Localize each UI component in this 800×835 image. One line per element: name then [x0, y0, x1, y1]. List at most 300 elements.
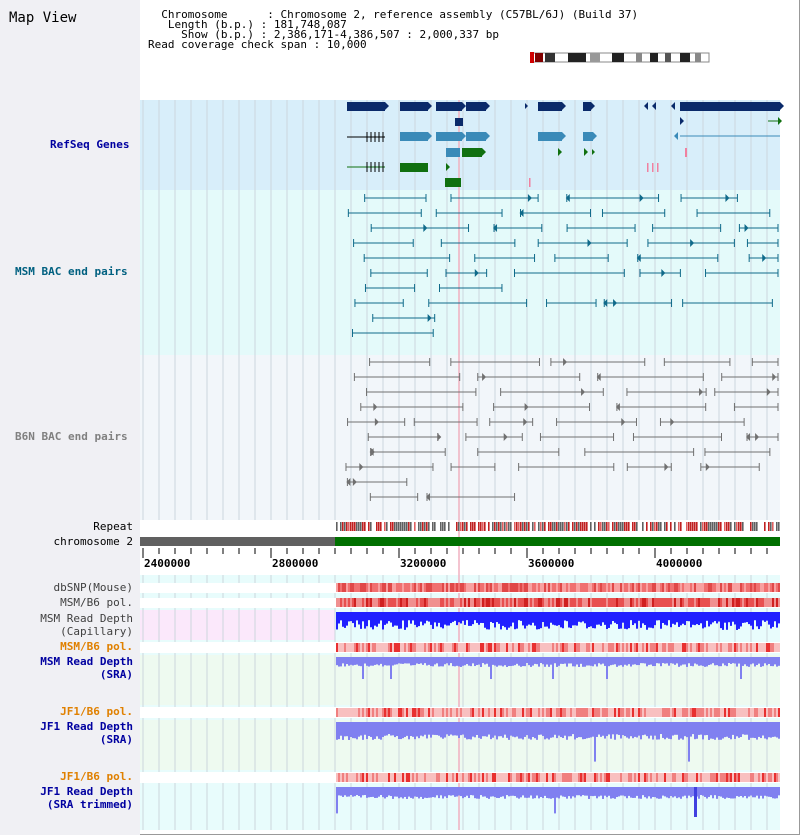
- heat-cell: [560, 583, 562, 592]
- heat-cell: [486, 643, 488, 652]
- depth-bar: [672, 612, 674, 624]
- heat-cell: [602, 773, 604, 782]
- depth-bar: [392, 787, 394, 799]
- heat-cell: [376, 643, 378, 652]
- depth-bar: [526, 787, 528, 798]
- heat-cell: [608, 708, 610, 717]
- depth-bar: [552, 787, 554, 798]
- heat-cell: [614, 643, 616, 652]
- heat-cell: [622, 773, 624, 782]
- repeat-mark: [500, 522, 502, 531]
- heat-cell: [628, 643, 630, 652]
- heat-cell: [690, 708, 692, 717]
- depth-bar: [430, 722, 432, 738]
- heat-cell: [480, 643, 482, 652]
- repeat-mark: [712, 522, 714, 531]
- heat-cell: [540, 583, 542, 592]
- heat-cell: [614, 708, 616, 717]
- repeat-mark: [352, 522, 354, 531]
- heat-cell: [510, 773, 512, 782]
- heat-cell: [522, 773, 524, 782]
- heat-cell: [450, 773, 452, 782]
- repeat-mark: [458, 522, 460, 531]
- depth-bar: [392, 612, 394, 627]
- depth-bar: [552, 612, 554, 625]
- heat-cell: [380, 583, 382, 592]
- heat-cell: [582, 598, 584, 607]
- heat-cell: [462, 583, 464, 592]
- ideogram-band: [695, 53, 701, 62]
- heat-cell: [466, 598, 468, 607]
- depth-bar: [712, 722, 714, 739]
- gene-block: [583, 132, 593, 141]
- depth-bar: [612, 612, 614, 621]
- heat-cell: [434, 773, 436, 782]
- depth-bar: [364, 787, 366, 795]
- repeat-mark: [730, 522, 732, 531]
- heat-cell: [624, 643, 626, 652]
- heat-cell: [444, 708, 446, 717]
- heat-cell: [564, 773, 566, 782]
- depth-bar: [470, 657, 472, 666]
- heat-cell: [572, 643, 574, 652]
- depth-bar: [652, 657, 654, 666]
- heat-cell: [728, 643, 730, 652]
- heat-cell: [504, 583, 506, 592]
- depth-bar: [382, 722, 384, 737]
- heat-cell: [674, 643, 676, 652]
- repeat-mark: [498, 522, 500, 531]
- repeat-mark: [448, 522, 450, 531]
- depth-bar: [710, 612, 712, 624]
- heat-cell: [632, 583, 634, 592]
- depth-bar: [610, 612, 612, 624]
- depth-bar: [522, 722, 524, 739]
- depth-bar: [558, 722, 560, 736]
- depth-bar: [346, 612, 348, 626]
- depth-bar: [634, 787, 636, 798]
- heat-cell: [384, 583, 386, 592]
- depth-bar: [436, 612, 438, 626]
- heat-cell: [776, 708, 778, 717]
- heat-cell: [778, 643, 780, 652]
- heat-cell: [662, 598, 664, 607]
- depth-bar: [604, 657, 606, 666]
- track-label-jf1-b6-pol-2[interactable]: JF1/B6 pol.: [60, 770, 133, 783]
- depth-bar: [410, 612, 412, 624]
- depth-bar: [346, 787, 348, 797]
- gene-block: [583, 102, 591, 111]
- depth-bar: [726, 722, 728, 737]
- heat-cell: [402, 773, 404, 782]
- repeat-mark: [580, 522, 582, 531]
- heat-cell: [732, 773, 734, 782]
- track-label-msm-bac[interactable]: MSM BAC end pairs: [15, 265, 128, 278]
- heat-cell: [378, 643, 380, 652]
- heat-cell: [542, 583, 544, 592]
- heat-cell: [394, 583, 396, 592]
- heat-cell: [398, 583, 400, 592]
- heat-cell: [564, 643, 566, 652]
- heat-cell: [474, 598, 476, 607]
- track-label-msm-b6-pol[interactable]: MSM/B6 pol.: [60, 596, 133, 609]
- heat-cell: [462, 643, 464, 652]
- depth-bar: [456, 722, 458, 736]
- depth-bar: [502, 657, 504, 666]
- heat-cell: [454, 643, 456, 652]
- heat-cell: [530, 583, 532, 592]
- gene-block: [538, 102, 562, 111]
- repeat-mark: [552, 522, 554, 531]
- depth-bar: [674, 722, 676, 735]
- heat-cell: [688, 643, 690, 652]
- depth-bar: [632, 612, 634, 625]
- heat-cell: [592, 773, 594, 782]
- repeat-mark: [464, 522, 466, 531]
- depth-bar: [438, 787, 440, 798]
- depth-bar: [678, 657, 680, 667]
- repeat-mark: [346, 522, 348, 531]
- depth-bar: [578, 787, 580, 795]
- heat-cell: [666, 643, 668, 652]
- depth-bar: [556, 612, 558, 626]
- depth-bar: [576, 657, 578, 664]
- depth-bar: [688, 612, 690, 621]
- repeat-mark: [696, 522, 698, 531]
- depth-bar: [522, 612, 524, 625]
- heat-cell: [526, 598, 528, 607]
- repeat-mark: [646, 522, 648, 531]
- depth-bar: [710, 787, 712, 795]
- heat-cell: [762, 708, 764, 717]
- depth-bar: [404, 787, 406, 797]
- depth-bar: [566, 612, 568, 621]
- track-label-jf1-depth-sra[interactable]: JF1 Read Depth: [40, 720, 133, 733]
- depth-bar: [692, 722, 694, 734]
- heat-cell: [776, 583, 778, 592]
- repeat-mark: [772, 522, 774, 531]
- depth-bar: [770, 612, 772, 628]
- axis-tick-label: 2800000: [272, 557, 319, 570]
- depth-bar: [686, 612, 688, 621]
- depth-bar: [352, 722, 354, 738]
- depth-bar: [722, 657, 724, 663]
- depth-bar: [490, 612, 492, 622]
- heat-cell: [470, 708, 472, 717]
- depth-bar: [622, 722, 624, 735]
- depth-bar: [444, 612, 446, 625]
- heat-cell: [732, 598, 734, 607]
- heat-cell: [586, 583, 588, 592]
- heat-cell: [468, 773, 470, 782]
- heat-cell: [670, 773, 672, 782]
- heat-cell: [588, 773, 590, 782]
- heat-cell: [566, 773, 568, 782]
- depth-bar: [636, 657, 638, 665]
- heat-cell: [720, 643, 722, 652]
- depth-bar: [648, 612, 650, 628]
- depth-bar: [728, 657, 730, 663]
- depth-bar: [714, 787, 716, 795]
- repeat-mark: [392, 522, 394, 531]
- depth-bar: [642, 612, 644, 623]
- heat-cell: [350, 643, 352, 652]
- heat-cell: [392, 708, 394, 717]
- heat-cell: [504, 708, 506, 717]
- heat-cell: [346, 583, 348, 592]
- depth-bar: [362, 722, 364, 740]
- heat-cell: [638, 773, 640, 782]
- repeat-mark: [460, 522, 462, 531]
- heat-cell: [540, 773, 542, 782]
- heat-cell: [572, 598, 574, 607]
- depth-bar: [680, 612, 682, 625]
- heat-cell: [412, 598, 414, 607]
- heat-cell: [554, 598, 556, 607]
- heat-cell: [352, 598, 354, 607]
- depth-bar: [476, 787, 478, 799]
- depth-bar: [680, 722, 682, 738]
- heat-cell: [748, 598, 750, 607]
- depth-bar: [554, 722, 556, 735]
- depth-bar: [532, 657, 534, 666]
- depth-bar: [470, 787, 472, 795]
- heat-cell: [764, 583, 766, 592]
- track-label-jf1-depth-trimmed[interactable]: JF1 Read Depth: [40, 785, 133, 798]
- heat-cell: [620, 643, 622, 652]
- track-label-jf1-b6-pol[interactable]: JF1/B6 pol.: [60, 705, 133, 718]
- repeat-mark: [664, 522, 666, 531]
- heat-cell: [492, 708, 494, 717]
- gene-block: [446, 148, 460, 157]
- depth-bar: [652, 612, 654, 628]
- heat-cell: [336, 598, 338, 607]
- heat-cell: [722, 643, 724, 652]
- depth-bar: [530, 722, 532, 740]
- heat-cell: [746, 773, 748, 782]
- repeat-mark: [568, 522, 570, 531]
- heat-cell: [672, 598, 674, 607]
- depth-bar: [564, 657, 566, 664]
- depth-bar: [668, 722, 670, 739]
- gene-block: [400, 132, 428, 141]
- depth-bar: [766, 787, 768, 796]
- depth-bar: [336, 722, 338, 740]
- heat-cell: [470, 583, 472, 592]
- heat-cell: [632, 598, 634, 607]
- repeat-mark: [734, 522, 736, 531]
- heat-cell: [588, 708, 590, 717]
- heat-cell: [508, 708, 510, 717]
- track-label-dbsnp[interactable]: dbSNP(Mouse): [53, 581, 133, 594]
- depth-bar: [440, 722, 442, 737]
- heat-cell: [452, 643, 454, 652]
- heat-cell: [628, 708, 630, 717]
- heat-cell: [532, 708, 534, 717]
- depth-bar: [598, 657, 600, 663]
- repeat-mark: [750, 522, 752, 531]
- repeat-mark: [724, 522, 726, 531]
- heat-cell: [504, 773, 506, 782]
- heat-cell: [512, 598, 514, 607]
- track-label-msm-depth-capillary[interactable]: MSM Read Depth: [40, 612, 133, 625]
- heat-cell: [666, 773, 668, 782]
- depth-bar: [478, 657, 480, 665]
- heat-cell: [462, 598, 464, 607]
- depth-bar: [540, 657, 542, 663]
- track-label-refseq-genes[interactable]: RefSeq Genes: [50, 138, 130, 151]
- depth-bar: [710, 657, 712, 664]
- heat-cell: [354, 773, 356, 782]
- heat-cell: [398, 708, 400, 717]
- depth-bar: [758, 787, 760, 799]
- depth-bar: [556, 657, 558, 667]
- depth-bar: [670, 612, 672, 627]
- heat-cell: [386, 708, 388, 717]
- depth-bar: [436, 787, 438, 795]
- heat-cell: [628, 773, 630, 782]
- repeat-mark: [426, 522, 428, 531]
- heat-cell: [444, 643, 446, 652]
- heat-cell: [674, 598, 676, 607]
- depth-bar: [420, 787, 422, 797]
- track-label-msm-b6-pol-2[interactable]: MSM/B6 pol.: [60, 640, 133, 653]
- heat-cell: [576, 583, 578, 592]
- heat-cell: [448, 598, 450, 607]
- gene-block: [436, 132, 462, 141]
- chromosome-label: Chromosome: [161, 8, 228, 21]
- depth-bar: [384, 722, 386, 736]
- depth-bar: [576, 612, 578, 626]
- heat-cell: [702, 598, 704, 607]
- heat-cell: [456, 583, 458, 592]
- depth-bar: [672, 657, 674, 664]
- depth-bar: [708, 787, 710, 797]
- depth-bar: [506, 787, 508, 795]
- depth-bar: [354, 722, 356, 738]
- heat-cell: [396, 643, 398, 652]
- heat-cell: [638, 643, 640, 652]
- heat-cell: [684, 773, 686, 782]
- heat-cell: [626, 708, 628, 717]
- heat-cell: [364, 583, 366, 592]
- heat-cell: [348, 598, 350, 607]
- depth-bar: [750, 787, 752, 796]
- heat-cell: [664, 773, 666, 782]
- heat-cell: [610, 773, 612, 782]
- depth-bar: [620, 657, 622, 665]
- depth-bar: [348, 612, 350, 621]
- depth-bar: [666, 612, 668, 625]
- repeat-mark: [348, 522, 350, 531]
- heat-cell: [568, 598, 570, 607]
- heat-cell: [710, 583, 712, 592]
- heat-cell: [586, 598, 588, 607]
- heat-cell: [430, 773, 432, 782]
- heat-cell: [446, 583, 448, 592]
- heat-cell: [710, 598, 712, 607]
- track-label-msm-depth-sra[interactable]: MSM Read Depth: [40, 655, 133, 668]
- heat-cell: [640, 708, 642, 717]
- depth-bar: [578, 612, 580, 622]
- depth-bar: [400, 722, 402, 739]
- heat-cell: [644, 708, 646, 717]
- heat-cell: [664, 583, 666, 592]
- heat-cell: [342, 598, 344, 607]
- depth-bar: [696, 612, 698, 624]
- heat-cell: [726, 643, 728, 652]
- heat-cell: [362, 583, 364, 592]
- depth-bar: [732, 787, 734, 799]
- heat-cell: [612, 583, 614, 592]
- heat-cell: [376, 773, 378, 782]
- heat-cell: [532, 598, 534, 607]
- depth-bar: [622, 787, 624, 796]
- heat-cell: [392, 598, 394, 607]
- heat-cell: [402, 583, 404, 592]
- heat-cell: [702, 583, 704, 592]
- depth-bar: [574, 787, 576, 798]
- heat-cell: [506, 708, 508, 717]
- heat-cell: [774, 708, 776, 717]
- heat-cell: [336, 583, 338, 592]
- heat-cell: [426, 598, 428, 607]
- repeat-mark: [340, 522, 342, 531]
- track-label-b6n-bac[interactable]: B6N BAC end pairs: [15, 430, 128, 443]
- heat-cell: [548, 643, 550, 652]
- heat-cell: [372, 643, 374, 652]
- depth-bar: [436, 722, 438, 735]
- heat-cell: [692, 583, 694, 592]
- depth-bar: [742, 657, 744, 666]
- heat-cell: [458, 773, 460, 782]
- track-label-repeat[interactable]: Repeat: [93, 520, 133, 533]
- depth-bar: [480, 787, 482, 795]
- heat-cell: [594, 708, 596, 717]
- heat-cell: [540, 598, 542, 607]
- heat-cell: [738, 583, 740, 592]
- heat-cell: [356, 643, 358, 652]
- heat-cell: [376, 598, 378, 607]
- depth-bar: [380, 657, 382, 664]
- heat-cell: [428, 708, 430, 717]
- heat-cell: [552, 708, 554, 717]
- heat-cell: [696, 773, 698, 782]
- heat-cell: [364, 643, 366, 652]
- depth-bar: [452, 612, 454, 622]
- repeat-mark: [506, 522, 508, 531]
- heat-cell: [396, 583, 398, 592]
- depth-bar: [664, 657, 666, 664]
- heat-cell: [394, 773, 396, 782]
- depth-bar: [550, 722, 552, 738]
- depth-bar: [728, 787, 730, 798]
- heat-cell: [684, 583, 686, 592]
- repeat-mark: [634, 522, 636, 531]
- heat-cell: [676, 708, 678, 717]
- heat-cell: [652, 773, 654, 782]
- heat-cell: [722, 598, 724, 607]
- heat-cell: [494, 773, 496, 782]
- depth-bar: [364, 722, 366, 735]
- heat-cell: [724, 773, 726, 782]
- heat-cell: [704, 583, 706, 592]
- depth-bar: [720, 657, 722, 666]
- depth-bar: [424, 722, 426, 735]
- depth-bar: [720, 612, 722, 628]
- depth-bar: [736, 722, 738, 736]
- depth-bar: [700, 657, 702, 665]
